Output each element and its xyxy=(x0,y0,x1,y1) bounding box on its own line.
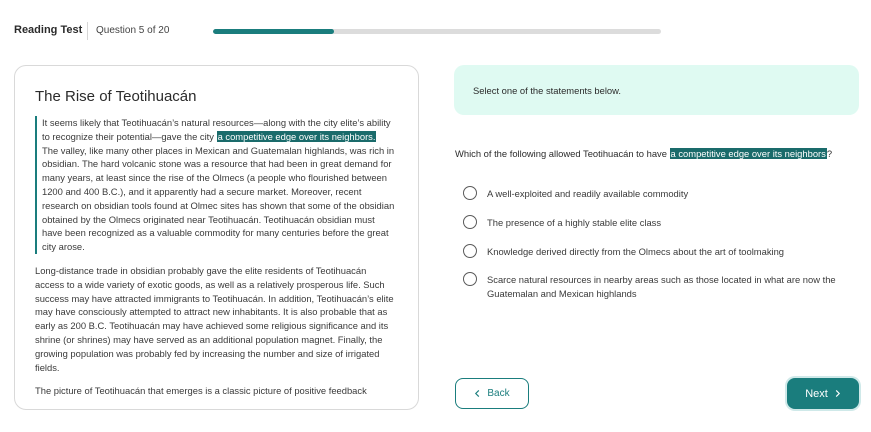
passage-panel[interactable] xyxy=(14,65,419,410)
radio-button[interactable] xyxy=(463,215,477,229)
answer-option-label: Knowledge derived directly from the Olmecs about the art of toolmaking xyxy=(487,245,785,257)
question-text-end: ? xyxy=(826,148,833,159)
passage-body xyxy=(35,116,395,408)
back-button-label: Back xyxy=(487,388,510,399)
top-bar xyxy=(0,0,871,62)
instruction-box xyxy=(454,65,859,115)
radio-button[interactable] xyxy=(463,244,477,258)
chevron-left-icon xyxy=(474,390,481,397)
answer-option-label: A well-exploited and readily available commodity xyxy=(487,188,689,199)
question-prompt xyxy=(455,148,865,159)
progress-bar xyxy=(213,29,661,34)
back-button[interactable] xyxy=(455,378,529,409)
answer-option[interactable] xyxy=(463,186,863,201)
answer-option-label: The presence of a highly stable elite class xyxy=(487,216,662,228)
answer-option-label: Scarce natural resources in nearby areas such as those located in what are now the Guatemalan and Mexican highlands xyxy=(487,274,836,300)
header-divider xyxy=(87,22,88,40)
radio-button[interactable] xyxy=(463,186,477,200)
question-counter: Question 5 of 20 xyxy=(96,25,170,36)
passage-title: The Rise of Teotihuacán xyxy=(35,88,197,105)
answer-option[interactable] xyxy=(463,244,863,259)
radio-button[interactable] xyxy=(463,272,477,286)
instruction-text: Select one of the statements below. xyxy=(473,85,622,96)
progress-bar-fill xyxy=(213,29,334,34)
passage-paragraph: The picture of Teotihuacán that emerges is a classic picture of positive feedback xyxy=(35,385,367,397)
passage-text: It seems likely that Teotihuacán’s natural resources—along with the city elite’s ability to recognize their potential—gave the city xyxy=(42,117,391,142)
passage-paragraph: Long-distance trade in obsidian probably gave the elite residents of Teotihuacán access to a wide variety of exotic goods, as well as a relatively prosperous life. Such success may have attracted immigrants to Teotihuacán. In addition, Teotihuacán’s elite may have consciously attempted to attract new inhabitants. It is also probable that as early as 200 B.C. Teotihuacán may have achieved some religious significance and its shrine (or shrines) may have served as an additional population magnet. Finally, the growing population was probably fed by increasing the number and size of irrigated fields. xyxy=(35,264,394,373)
app-title: Reading Test xyxy=(14,24,83,36)
answer-option[interactable] xyxy=(463,215,863,230)
answer-option[interactable] xyxy=(463,272,863,301)
next-button[interactable] xyxy=(787,378,859,409)
question-text: Which of the following allowed Teotihuacán to have xyxy=(455,148,670,159)
question-highlight: a competitive edge over its neighbors xyxy=(670,148,826,159)
answer-options xyxy=(463,186,863,315)
passage-text: The valley, like many other places in Mexican and Guatemalan highlands, was rich in obsidian. The hard volcanic stone was a resource that had been in great demand for many years, at least since the rise of the Olmecs (a people who flourished between 1200 and 400 B.C.), and it apparently had a secure market. Moreover, recent research on obsidian tools found at Olmec sites has shown that some of the obsidian obtained by the Olmecs originated near Teotihuacán. Teotihuacán obsidian must have been recognized as a valuable commodity for many centuries before the great city arose. xyxy=(42,144,395,253)
passage-highlight: a competitive edge over its neighbors. xyxy=(217,130,376,142)
chevron-right-icon xyxy=(834,390,841,397)
passage-paragraph-highlighted xyxy=(35,116,395,254)
next-button-label: Next xyxy=(805,387,828,400)
